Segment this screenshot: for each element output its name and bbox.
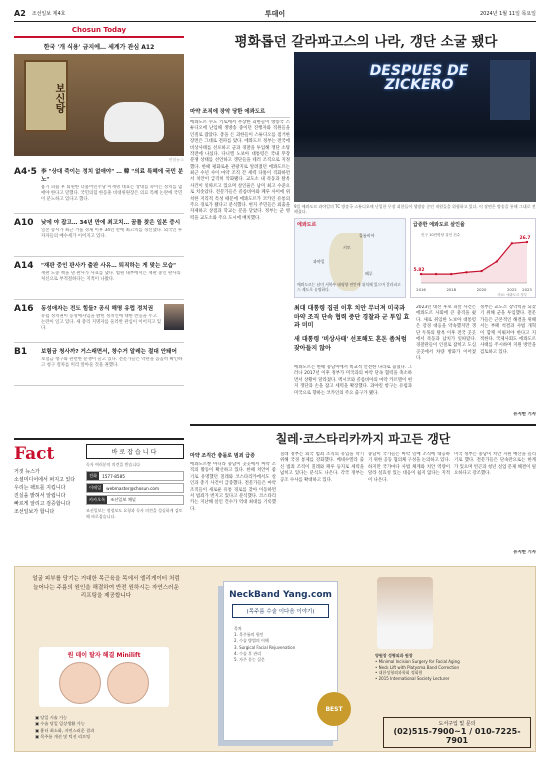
ad-bullets <box>35 715 185 740</box>
chosun-today-label: Chosun Today <box>14 26 184 38</box>
toc-line: 5. 자주 묻는 질문 <box>234 656 265 662</box>
kakao-label: 카카오톡 <box>89 497 106 502</box>
second-headline[interactable]: 칠레·코스타리카까지 파고든 갱단 <box>275 432 451 446</box>
second-text-2: 칠레 정부는 외국 범죄 조직의 유입을 막기 위해 국경 통제를 강화했다. 베네수엘라 출신 범죄 조직이 칠레와 페루 등지로 세력을 넓히고 있다는 분석도 나온다. 각국 정부는 공조 수사를 확대하고 있다. <box>280 452 364 483</box>
brief-title: 李 "상대 죽이는 정치 없애야" … 韓 "의료 특혜에 국민 분노" <box>41 169 184 183</box>
fact-phone-row[interactable] <box>86 471 184 481</box>
brief-item[interactable] <box>14 343 184 386</box>
brief-text: 유럽 정치권이 동성애자임을 밝힌 정치인에 대한 반응을 두고 논란이 일고 있다. 새 총리 지명자를 둘러싼 관심이 이어지고 있다. <box>41 314 161 331</box>
chart-svg <box>411 229 537 297</box>
map-label: 과야킬 <box>313 259 325 264</box>
brief-title: 동성애자는 전도 힘들? 공식 해명 유럽 정치권 <box>41 306 154 312</box>
contact-title: 도서구입 및 문의 <box>438 721 476 727</box>
x-tick-label: 2023 <box>522 287 532 292</box>
studio-banner: DESPUES DE ZICKERO <box>369 63 469 93</box>
data-point <box>526 241 528 243</box>
toc-line: 2. 수술 방법의 이해 <box>234 638 269 644</box>
ad-bullet: ▣ 당일 시술 가능 <box>35 715 68 720</box>
chart-source: 자료: 에콰도르 정부 <box>497 293 527 297</box>
brief-text: 보험금 청구와 관련한 분쟁이 늘고 있다. 전문가들은 약관을 꼼꼼히 확인하고 청구 절차를 미리 알아둘 것을 권했다. <box>41 357 183 368</box>
data-label: 5.82 <box>413 268 425 274</box>
mid-text-1: 에콰도르는 한때 중남미에서 비교적 안전한 나라로 꼽혔다. 그러나 2017년 이후 정부가 미국과의 마약 단속 협력을 축소하면서 상황이 달라졌다. 멕시코와 콜롬비아의 마약 카르텔이 현지 갱단과 손을 잡고 세력을 확장했다. 과야킬 항구는 유럽과 미국으로 향하는 코카인의 주요 출구가 됐다. <box>294 365 412 396</box>
data-point <box>511 242 513 244</box>
fact-slogan-line: 빠르게 알리고 검증합니다 <box>14 501 71 507</box>
doctor-info-line: • Neck Lift with Platysma Band Correction <box>375 664 459 670</box>
fact-desc: 독자 여러분의 의견을 받습니다 <box>86 462 141 467</box>
brief-title: 보험금 청사까? 거스래면서, 창수거 알레는 절대 안돼어 <box>41 349 177 355</box>
book-cover[interactable] <box>223 581 343 741</box>
ad-bullet: ▣ 수술 당일 일상생활 가능 <box>35 721 85 727</box>
section-divider <box>190 424 536 426</box>
studio-screen <box>490 60 530 120</box>
ecuador-map <box>294 218 406 298</box>
brief-title: 낮에 야 잡고… 34년 만에 최고치… 꿈틀 찾은 일본 증시 <box>41 220 181 226</box>
doctor-photo <box>377 577 433 649</box>
dog-figure <box>104 102 164 142</box>
second-byline: 유지한 기자 <box>513 550 536 555</box>
mid-headline-2: 새 대통령 '비상사태' 선포해도 혼돈 좀처럼 잦아들지 않아 <box>294 336 407 352</box>
toc-line: 1. 목주름의 원인 <box>234 632 264 638</box>
toc-line: 4. 수술 후 관리 <box>234 650 261 656</box>
photo-caption: 9일 에콰도르 과야킬의 TC 방송국 스튜디오에 난입한 무장 괴한들이 생방송 중인 직원들을 위협하고 있다. 이 장면은 방송을 통해 그대로 전해졌다. <box>294 204 536 215</box>
data-point <box>496 260 498 262</box>
map-label: 키토 <box>343 245 351 250</box>
main-subhead: 마약 조직에 장악 당한 에콰도르 <box>190 107 290 118</box>
brief-page: B1 <box>14 347 28 357</box>
second-text-3: 중남미 국가들은 마약 밀매 조직에 대응하기 위한 공동 협의체 구성을 논의하고 있다. 하지만 국가마다 사법 체계와 치안 역량이 달라 실효성 있는 대응이 쉽지 않다는 지적이 나온다. <box>368 452 450 483</box>
chosun-today-headline[interactable]: 한국 '개 식용' 금지에… 세계가 관심 A12 <box>43 44 155 51</box>
toc-line: 3. Surgical Facial Rejuvenation <box>234 644 296 650</box>
fact-box <box>14 438 184 558</box>
studio-floor <box>294 157 536 202</box>
brief-text: 흉기 피습 후 퇴원한 더불어민주당 이재명 대표는 상대를 죽이는 정치를 없애야 한다고 말했다. 국민의힘 한동훈 비대위원장은 의료 특혜 논란에 국민이 분노하고 있다고 했다. <box>41 185 183 202</box>
ad-strip-title: 원 데이 탈자 해결 Minilift <box>67 652 141 659</box>
brief-page: A14 <box>14 261 34 271</box>
ad-contact[interactable] <box>383 717 531 748</box>
before-face-illustration <box>59 662 101 704</box>
contact-phone[interactable]: (02)515-7900~1 / 010-7225-7901 <box>393 727 521 745</box>
phone-value: 1577-8585 <box>102 473 125 479</box>
doctor-info <box>375 653 531 682</box>
x-tick-label: 2022 <box>507 287 517 292</box>
brief-item[interactable] <box>14 257 184 300</box>
mid-text-3: 정부는 교도소 장악력을 되찾기 위해 군을 투입했다. 전문가들은 근본적인 해결을 위해서는 부패 척결과 사법 개혁이 함께 이뤄져야 한다고 지적한다. 국제사회도 에콰도르 사태를 주시하며 지원 방안을 검토하고 있다. <box>480 305 536 355</box>
map-label: 페루 <box>365 271 373 276</box>
brief-item[interactable] <box>14 163 184 214</box>
x-tick-label: 2020 <box>476 287 487 292</box>
map-label: 콜롬비아 <box>359 233 375 238</box>
fact-slogan-line: 거짓 뉴스가 <box>14 469 40 475</box>
book-toc <box>224 622 337 667</box>
correction-stamp: 바로잡습니다 <box>86 444 184 459</box>
brief-item[interactable] <box>14 300 184 343</box>
doctor-info-line: • Minimal Incision Surgery for Facial Aging <box>375 658 460 664</box>
book-advertisement[interactable] <box>14 566 536 752</box>
fact-contact-panel <box>86 444 184 519</box>
ad-quote: 얼굴 피부를 당기는 거대한 목근육을 목에서 엘리게이터 처럼 늘어나는 주름의 원인을 해결하여 반전 원하시는 자연스러운 리프팅을 제공합니다 <box>32 576 180 600</box>
issue-date: 2024년 1월 11일 목요일 <box>479 11 537 17</box>
mid-text-2: 2023년 대선 후보 피살 사건은 에콰도르 사회에 큰 충격을 줬다. 새로 취임한 노보아 대통령은 강경 대응을 약속했지만 갱단 두목의 탈옥 이후 전국 곳곳에서 폭동과 납치가 잇따랐다. 경찰관들이 인질로 잡히고 도심 곳곳에서 차량 방화가 이어졌다. <box>416 305 476 361</box>
x-tick-label: 2018 <box>446 287 457 292</box>
doctor-info-line: • 2015 International Society Lecturer <box>375 676 450 682</box>
brief-item[interactable] <box>14 214 184 257</box>
tv-studio-photo <box>294 52 536 202</box>
ad-bullet: ▣ 목주름 개선 및 턱선 리프팅 <box>35 733 91 739</box>
phone-label: 전화 <box>89 473 98 478</box>
data-point <box>465 271 467 273</box>
map-title: 에콰도르 <box>297 222 317 228</box>
brief-text: 일본 증시가 최근 거품 경제 이후 34년 만에 최고치를 경신했다. 외국인 투자자들의 매수세가 이어지고 있다. <box>41 228 183 239</box>
second-text-4: 미국 정부는 중남미 치안 지원 예산을 늘리기로 했다. 전문가들은 단속만으로는 한계가 있으며 빈곤과 청년 실업 문제 해결이 필요하다고 강조했다. <box>454 452 536 477</box>
brief-title: "재판 중인 판사가 출판 사유… 퇴직하는 게 맞는 모습" <box>41 263 177 269</box>
map-desc: 에콰도르는 남미 서북부 태평양 연안에 위치해 있으며 갈라파고스 제도로 유명하다. <box>297 282 401 293</box>
mid-headline-1: 최대 대통령 집권 이후 치안 무너져 미국과 마약 조직 단속 협력 중단 경찰과 군 투입 효과 미미 <box>294 305 410 330</box>
email-value: webmaster@chosun.com <box>106 485 160 491</box>
brief-page: A4·5 <box>14 167 37 177</box>
main-body: 에콰도르 수도 키토에서 무장한 괴한들이 방송국 스튜디오에 난입해 생방송 중이던 진행자와 직원들을 인질로 잡았다. 총을 든 괴한들이 스튜디오를 점거한 장면은 그대로 전파를 탔다. 에콰도르 정부는 전국에 비상사태를 선포하고 군과 경찰을 투입해 갱단 소탕 작전에 나섰다. 다니엘 노보아 대통령은 국내 무장 분쟁 상태를 선언하고 갱단들을 테러 조직으로 지정했다. 한때 평화로운 관광지로 알려졌던 에콰도르는 최근 수년 사이 마약 조직 간 세력 다툼이 격화하면서 치안이 급격히 악화됐다. 교도소 내 폭동과 탈옥 사건이 잇따르고 있으며 살인율은 남미 최고 수준으로 치솟았다. 전문가들은 콜롬비아와 페루 사이에 위치한 지리적 특성 때문에 에콰도르가 코카인 유통의 주요 경로가 됐다고 분석했다. 현지 주민들은 외출을 자제하고 상점과 학교는 문을 닫았다. 정부는 군 병력을 교도소와 주요 도시에 배치했다. <box>190 120 290 221</box>
fact-slogan-line: 조선일보가 합니다 <box>14 509 55 515</box>
ad-bullet: ▣ 흉터 최소화, 자연스러운 결과 <box>35 727 95 733</box>
fact-slogan-line: 소셜미디어에서 퍼지고 있다 <box>14 477 76 483</box>
data-point <box>480 270 482 272</box>
data-point <box>420 273 422 275</box>
brief-page: A10 <box>14 218 34 228</box>
page-header <box>14 6 536 22</box>
fact-slogan-line: 진실을 밝혀서 알립니다 <box>14 493 66 499</box>
page-number: A2 <box>14 9 26 18</box>
data-point <box>450 273 452 275</box>
email-label: 이메일 <box>89 485 102 490</box>
fact-title: Fact <box>14 444 55 464</box>
fact-email-row[interactable] <box>86 483 184 493</box>
second-subhead: 마약 조직간 충돌로 범죄 급증 <box>190 453 255 459</box>
mid-byline: 유지한 기자 <box>513 412 536 417</box>
paper-name: 조선일보 제4호 <box>31 11 66 17</box>
section-name: 투데이 <box>264 9 286 18</box>
x-tick-label: 2016 <box>416 287 426 292</box>
restaurant-sign: 보신탕 <box>24 60 68 132</box>
fact-slogan-line: 우리는 팩트를 지킵니다 <box>14 485 66 491</box>
doctor-info-line: 양원장 성형외과 원장 <box>375 653 413 658</box>
fact-note: 조선일보는 정정보도 요청과 독자 의견을 성실하게 검토해 바로잡습니다. <box>86 508 183 519</box>
kakao-value: 조선일보 채널 <box>110 497 136 502</box>
brief-page: A16 <box>14 304 34 314</box>
best-badge: BEST <box>317 692 351 726</box>
chosun-today <box>14 26 184 386</box>
fact-slogan <box>14 468 80 516</box>
politician-portrait <box>164 304 184 330</box>
main-headline[interactable]: 평화롭던 갈라파고스의 나라, 갱단 소굴 됐다 <box>234 34 498 50</box>
chart-title: 급증한 에콰도르 살인율 <box>413 222 465 228</box>
ad-before-after <box>39 647 169 707</box>
book-title: NeckBand Yang.com <box>229 590 332 600</box>
y-axis-label: 인구 10만명당 살인 건수 <box>421 233 461 237</box>
doctor-info-line: • 대한성형외과학회 정회원 <box>375 670 423 676</box>
mid-headline <box>294 305 412 353</box>
data-label: 26.7 <box>519 236 531 242</box>
photo-credit: 연합뉴스 <box>168 157 184 162</box>
homicide-chart <box>410 218 536 298</box>
dog-meat-photo <box>14 54 184 156</box>
toc-line: 목차 <box>234 626 242 631</box>
second-text-1: 에콰도르뿐 아니라 중남미 곳곳에서 마약 조직의 활동이 확산하고 있다. 한때 치안이 좋기로 유명했던 칠레와 코스타리카에서도 살인과 총기 사건이 급증했다. 전문가들은 마약 조직들이 새로운 유통 경로를 찾아 이동하면서 범죄가 번지고 있다고 분석했다. 코스타리카는 지난해 살인 건수가 역대 최대를 기록했다. <box>190 462 276 512</box>
data-point <box>435 273 437 275</box>
book-subtitle: (목주름 수술 이다음 이야기) <box>232 604 329 618</box>
series-area <box>421 242 527 283</box>
brief-text: 재판 도중 책을 낸 판사가 사표를 냈다. 법원 내부에서는 재판 중인 판사의 처신으로 부적절하다는 지적이 나왔다. <box>41 271 181 282</box>
after-face-illustration <box>107 662 149 704</box>
fact-kakao-row[interactable] <box>86 495 184 505</box>
